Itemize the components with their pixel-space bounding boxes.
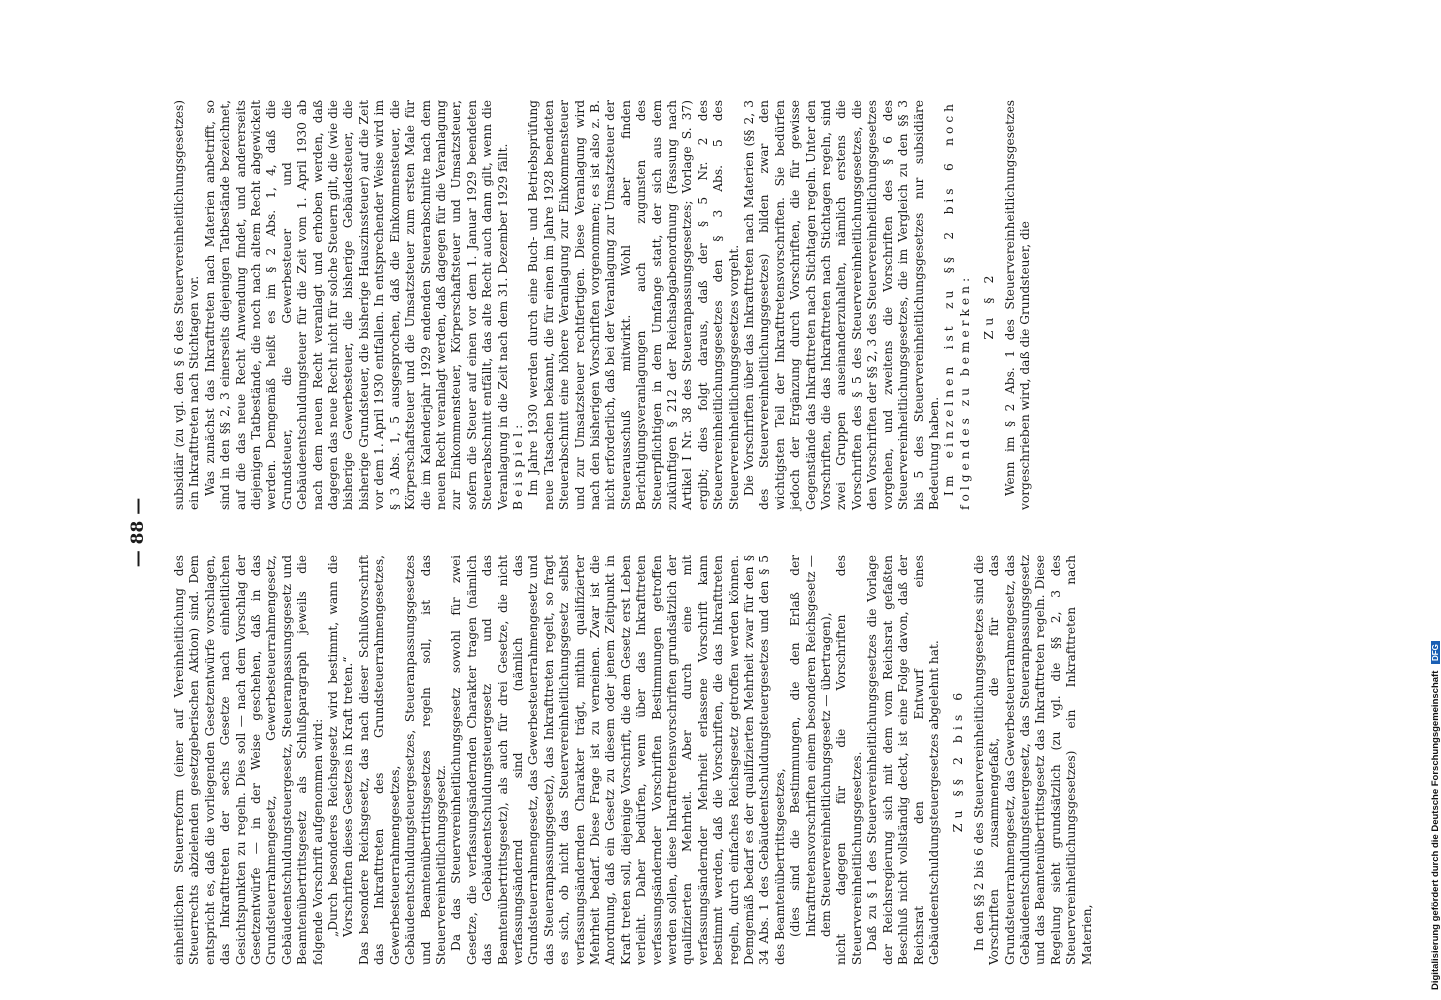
page-number: — 88 — — [128, 497, 148, 568]
paragraph: Die Vorschriften über das Inkrafttreten nach Materien (§§ 2, 3 des Steuervereinheitlichungsgesetzes) bilden zwar den wichtigsten Teil der Inkrafttretensvorschriften. Sie bedürfen jedoch der Ergänzung durch Vorschriften, die für gewisse Gegenstände das Inkrafttreten nach Stichtagen regeln. Unter den Vorschriften, die das Inkrafttreten nach Stichtagen regeln, sind zwei Gruppen auseinanderzuhalten, nämlich erstens die Vorschriften des § 5 des Steuervereinheitlichungsgesetzes, die den Vorschriften der §§ 2, 3 des Steuervereinheitlichungsgesetzes vorgehen, und zweitens die Vorschriften des § 6 des Steuervereinheitlichungsgesetzes, die im Vergleich zu den §§ 3 bis 5 des Steuervereinheitlichungsgesetzes nur subsidiäre Bedeutung haben. — [742, 100, 941, 510]
right-text-column — [172, 100, 1292, 510]
left-text-column — [172, 555, 1292, 965]
digitization-credit-strip — [1408, 10, 1441, 990]
paragraph: Daß zu § 1 des Steuervereinheitlichungsgesetzes die Vorlage der Reichsregierung sich mit dem vom Reichsrat gefaßten Beschluß nicht vollständig deckt, ist eine Folge davon, daß der Reichsrat den Entwurf eines Gebäudeentschuldungsteuergesetzes abgelehnt hat. — [865, 555, 941, 965]
paragraph: subsidiär (zu vgl. den § 6 des Steuervereinheitlichungsgesetzes) ein Inkrafttreten nach Stichtagen vor. — [172, 100, 202, 510]
paragraph: Im einzelnen ist zu §§ 2 bis 6 noch folgendes zu bemerken: — [942, 100, 972, 510]
dfg-logo: DFG — [1431, 641, 1440, 664]
section-heading: Zu § 2 — [981, 270, 997, 340]
paragraph: Da das Steuervereinheitlichungsgesetz sowohl für zwei Gesetze, die verfassungsändernden Charakter tragen (nämlich das Gebäudeentschuldungsteuergesetz und das Beamtenübertrittsgesetz), als auch für drei Gesetze, die nicht verfassungsändernd sind (nämlich das Grundsteuerrahmengesetz, das Gewerbesteuerrahmengesetz und das Steueranpassungsgesetz), das Inkrafttreten regelt, so fragt es sich, ob nicht das Steuervereinheitlichungsgesetz selbst verfassungsändernden Charakter trägt, mithin qualifizierter Mehrheit bedarf. Diese Frage ist zu verneinen. Zwar ist die Anordnung, daß ein Gesetz zu diesem oder jenem Zeitpunkt in Kraft treten soll, diejenige Vorschrift, die dem Gesetz erst Leben verleiht. Daher bedürfen, wenn über das Inkrafttreten verfassungsändernder Vorschriften Bestimmungen getroffen werden sollen, diese Inkrafttretensvorschriften grundsätzlich der qualifizierten Mehrheit. Aber durch eine mit verfassungsändernder Mehrheit erlassene Vorschrift kann bestimmt werden, daß die Vorschriften, die das Inkrafttreten regeln, durch einfaches Reichsgesetz getroffen werden können. Demgemäß bedarf es der qualifizierten Mehrheit zwar für den § 34 Abs. 1 des Gebäudeentschuldungsteuergesetzes und den § 5 des Beamtenübertrittsgesetzes, — [449, 555, 787, 965]
paragraph: Beispiel: — [510, 420, 525, 510]
digitization-credit: Digitalisierung gefördert durch die Deutsche Forschungsgemeinschaft — [1430, 670, 1441, 990]
paragraph: Im Jahre 1930 werden durch eine Buch- und Betriebsprüfung neue Tatsachen bekannt, die für einen im Jahre 1928 beendeten Steuerabschnitt eine höhere Veranlagung zur Einkommensteuer und zur Umsatzsteuer rechtfertigen. Diese Veranlagung wird nach den bisherigen Vorschriften vorgenommen; es ist also z. B. nicht erforderlich, daß bei der Veranlagung zur Umsatzsteuer der Steuerausschuß mitwirkt. Wohl aber finden Berichtigungsveranlagungen auch zugunsten des Steuerpflichtigen in dem Umfange statt, der sich aus dem zukünftigen § 212 der Reichsabgabenordnung (Fassung nach Artikel I Nr. 38 des Steueranpassungsgesetzes; Vorlage S. 37) ergibt; dies folgt daraus, daß der § 5 Nr. 2 des Steuervereinheitlichungsgesetzes den § 3 Abs. 5 des Steuervereinheitlichungsgesetzes vorgeht. — [526, 100, 741, 510]
paragraph: (dies sind die Bestimmungen, die den Erlaß der Inkrafttretensvorschriften einem besonderen Reichsgesetz — dem Steuervereinheitlichungsgesetz — übertragen), — [788, 555, 834, 937]
rotated-page — [120, 100, 1310, 965]
paragraph: einheitlichen Steuerreform (einer auf Vereinheitlichung des Steuerrechts abzielenden gesetzgeberischen Aktion) sind. Dem entspricht es, daß die vorliegenden Gesetzentwürfe vorschlagen, das Inkrafttreten der sechs Gesetze nach einheitlichen Gesichtspunkten zu regeln. Dies soll — nach dem Vorschlag der Gesetzentwürfe — in der Weise geschehen, daß in das Grundsteuerrahmengesetz, Gewerbesteuerrahmengesetz, Gebäudeentschuldungsteuergesetz, Steueranpassungsgesetz und Beamtenübertrittsgesetz als Schlußparagraph jeweils die folgende Vorschrift aufgenommen wird: — [172, 555, 325, 965]
paragraph: Das besondere Reichsgesetz, das nach dieser Schlußvorschrift das Inkrafttreten des Grundsteuerrahmengesetzes, Gewerbesteuerrahmengesetzes, Gebäudeentschuldungsteuergesetzes, Steueranpassungsgesetzes und Beamtenübertrittsgesetzes regeln soll, ist das Steuervereinheitlichungsgesetz. — [356, 555, 448, 965]
paragraph: Wenn im § 2 Abs. 1 des Steuervereinheitlichungsgesetzes vorgeschrieben wird, daß die Grundsteuer, die — [1002, 100, 1032, 510]
paragraph: nicht dagegen für die Vorschriften des Steuervereinheitlichungsgesetzes. — [834, 555, 864, 965]
section-heading: Zu §§ 2 bis 6 — [950, 687, 966, 833]
paragraph: Was zunächst das Inkrafttreten nach Materien anbetrifft, so sind in den §§ 2, 3 einerseits diejenigen Tatbestände bezeichnet, auf die das neue Recht Anwendung findet, und andererseits diejenigen Tatbestände, die noch nach altem Recht abgewickelt werden. Demgemäß heißt es im § 2 Abs. 1, 4, daß die Grundsteuer, die Gewerbesteuer und die Gebäudeentschuldungsteuer für die Zeit vom 1. April 1930 ab nach dem neuen Recht veranlagt und erhoben werden, daß dagegen das neue Recht nicht für solche Steuern gilt, die (wie die bisherige Gewerbesteuer, die bisherige Gebäudesteuer, die bisherige Grundsteuer, die bisherige Hauszinssteuer) auf die Zeit vor dem 1. April 1930 entfallen. In entsprechender Weise wird im § 3 Abs. 1, 5 ausgesprochen, daß die Einkommensteuer, die Körperschaftsteuer und die Umsatzsteuer zum ersten Male für die im Kalenderjahr 1929 endenden Steuerabschnitte nach dem neuen Recht veranlagt werden, daß dagegen für die Veranlagung zur Einkommensteuer, Körperschaftsteuer und Umsatzsteuer, sofern die Steuer auf einen vor dem 1. Januar 1929 beendeten Steuerabschnitt entfällt, das alte Recht auch dann gilt, wenn die Veranlagung in die Zeit nach dem 31. Dezember 1929 fällt. — [202, 100, 510, 510]
paragraph: „Durch besonderes Reichsgesetz wird bestimmt, wann die Vorschriften dieses Gesetzes in Kraft treten.“ — [326, 555, 356, 937]
paragraph: In den §§ 2 bis 6 des Steuervereinheitlichungsgesetzes sind die Vorschriften zusammengefaßt, die für das Grundsteuerrahmengesetz, das Gewerbesteuerrahmengesetz, das Gebäudeentschuldungsteuergesetz, das Steueranpassungsgesetz und das Beamtenübertrittsgesetz das Inkrafttreten regeln. Diese Regelung sieht grundsätzlich (zu vgl. die §§ 2, 3 des Steuervereinheitlichungsgesetzes) ein Inkrafttreten nach Materien, — [971, 555, 1094, 965]
